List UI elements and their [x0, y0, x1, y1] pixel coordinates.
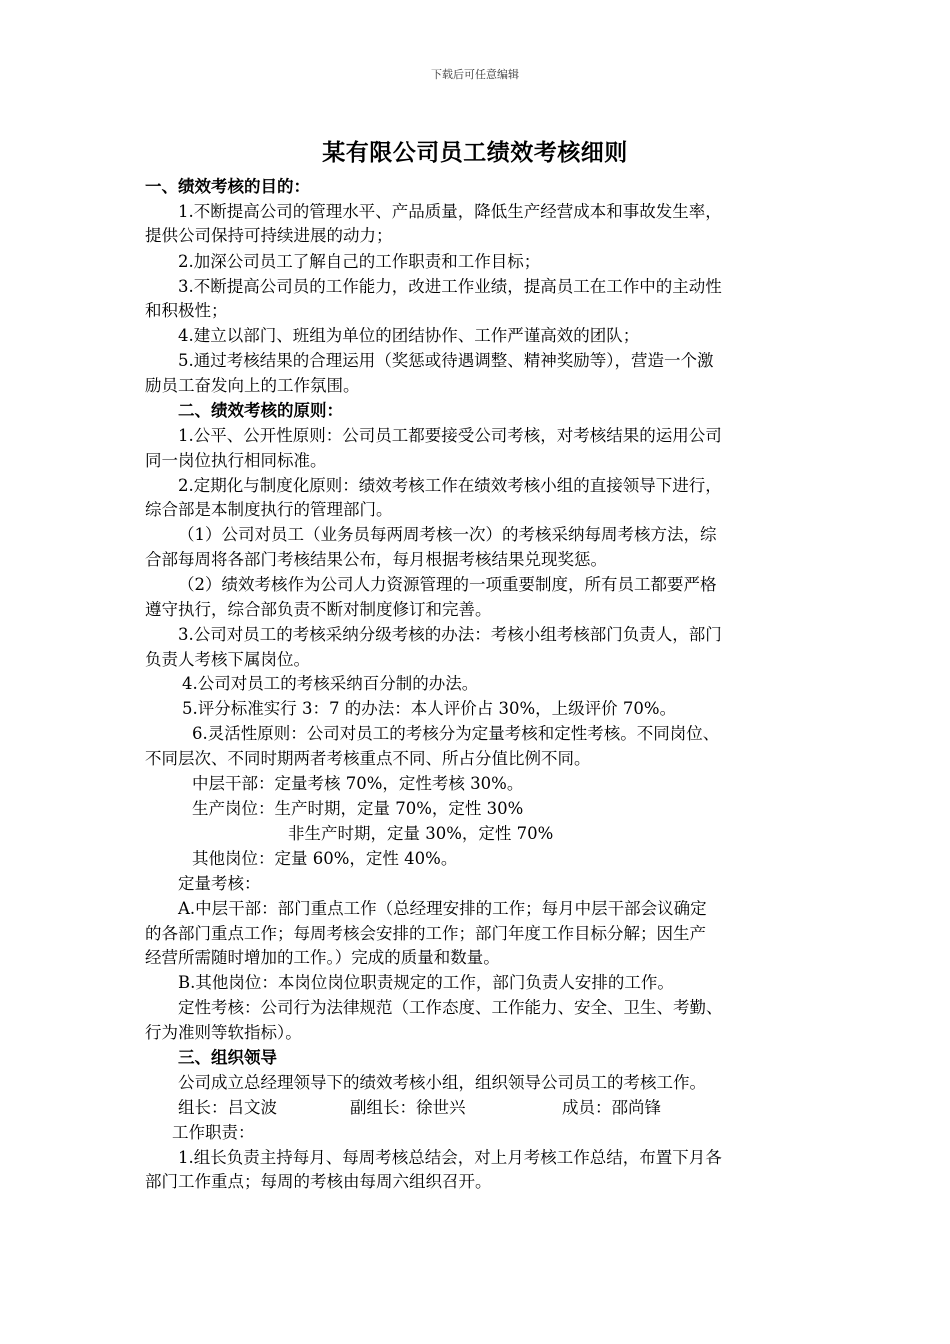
paragraph-line: 5.通过考核结果的合理运用（奖惩或待遇调整、精神奖励等），营造一个激	[178, 351, 714, 370]
group-deputy: 副组长：徐世兴	[350, 1098, 466, 1117]
document-title: 某有限公司员工绩效考核细则	[322, 139, 628, 166]
paragraph-line: 2.定期化与制度化原则：绩效考核工作在绩效考核小组的直接领导下进行，	[178, 476, 722, 495]
paragraph-line: 1.组长负责主持每月、每周考核总结会，对上月考核工作总结，布置下月各	[178, 1148, 722, 1167]
paragraph-line: 励员工奋发向上的工作氛围。	[145, 376, 360, 395]
group-leader: 组长：吕文波	[178, 1098, 277, 1117]
paragraph-line: 3.不断提高公司员的工作能力，改进工作业绩，提高员工在工作中的主动性	[178, 277, 722, 296]
header-note: 下载后可任意编辑	[431, 68, 519, 81]
paragraph-line: 生产岗位：生产时期，定量 70%，定性 30%	[192, 799, 524, 818]
paragraph-line: 2.加深公司员工了解自己的工作职责和工作目标；	[178, 252, 541, 271]
section-heading-1: 一、绩效考核的目的：	[145, 177, 310, 196]
paragraph-line: 综合部是本制度执行的管理部门。	[145, 500, 393, 519]
paragraph-line: 5.评分标准实行 3：7 的办法：本人评价占 30%，上级评价 70%。	[182, 699, 677, 718]
section-heading-2: 二、绩效考核的原则：	[178, 401, 343, 420]
paragraph-line: 其他岗位：定量 60%，定性 40%。	[192, 849, 458, 868]
paragraph-line: 部门工作重点；每周的考核由每周六组织召开。	[145, 1172, 492, 1191]
paragraph-line: 定量考核：	[178, 874, 261, 893]
paragraph-line: （2）绩效考核作为公司人力资源管理的一项重要制度，所有员工都要严格	[178, 575, 717, 594]
paragraph-line: 1.公平、公开性原则：公司员工都要接受公司考核，对考核结果的运用公司	[178, 426, 722, 445]
group-member: 成员：邵尚锋	[562, 1098, 661, 1117]
paragraph-line: 的各部门重点工作；每周考核会安排的工作；部门年度工作目标分解；因生产	[145, 924, 706, 943]
paragraph-line: 行为准则等软指标）。	[145, 1023, 302, 1042]
paragraph-line: 和积极性；	[145, 301, 228, 320]
paragraph-line: 同一岗位执行相同标准。	[145, 451, 327, 470]
paragraph-line: 经营所需随时增加的工作。）完成的质量和数量。	[145, 948, 500, 967]
paragraph-line: （1）公司对员工（业务员每两周考核一次）的考核采纳每周考核方法，综	[178, 525, 717, 544]
paragraph-line: 3.公司对员工的考核采纳分级考核的办法：考核小组考核部门负责人，部门	[178, 625, 722, 644]
paragraph-line: B.其他岗位：本岗位岗位职责规定的工作，部门负责人安排的工作。	[178, 973, 674, 992]
paragraph-line: 公司成立总经理领导下的绩效考核小组，组织领导公司员工的考核工作。	[178, 1073, 706, 1092]
paragraph-line: 不同层次、不同时期两者考核重点不同、所占分值比例不同。	[145, 749, 591, 768]
paragraph-line: 合部每周将各部门考核结果公布，每月根据考核结果兑现奖惩。	[145, 550, 607, 569]
paragraph-line: 提供公司保持可持续进展的动力；	[145, 226, 393, 245]
paragraph-line: 中层干部：定量考核 70%，定性考核 30%。	[192, 774, 524, 793]
paragraph-line: 工作职责：	[172, 1123, 255, 1142]
paragraph-line: A.中层干部：部门重点工作（总经理安排的工作；每月中层干部会议确定	[178, 899, 707, 918]
paragraph-line: 遵守执行，综合部负责不断对制度修订和完善。	[145, 600, 492, 619]
paragraph-line: 4.公司对员工的考核采纳百分制的办法。	[182, 674, 479, 693]
paragraph-line: 定性考核：公司行为法律规范（工作态度、工作能力、安全、卫生、考勤、	[178, 998, 723, 1017]
paragraph-line: 负责人考核下属岗位。	[145, 650, 310, 669]
paragraph-line: 非生产时期，定量 30%，定性 70%	[288, 824, 554, 843]
paragraph-line: 4.建立以部门、班组为单位的团结协作、工作严谨高效的团队；	[178, 326, 640, 345]
section-heading-3: 三、组织领导	[178, 1048, 277, 1067]
paragraph-line: 1.不断提高公司的管理水平、产品质量，降低生产经营成本和事故发生率，	[178, 202, 722, 221]
paragraph-line: 6.灵活性原则：公司对员工的考核分为定量考核和定性考核。不同岗位、	[192, 724, 720, 743]
